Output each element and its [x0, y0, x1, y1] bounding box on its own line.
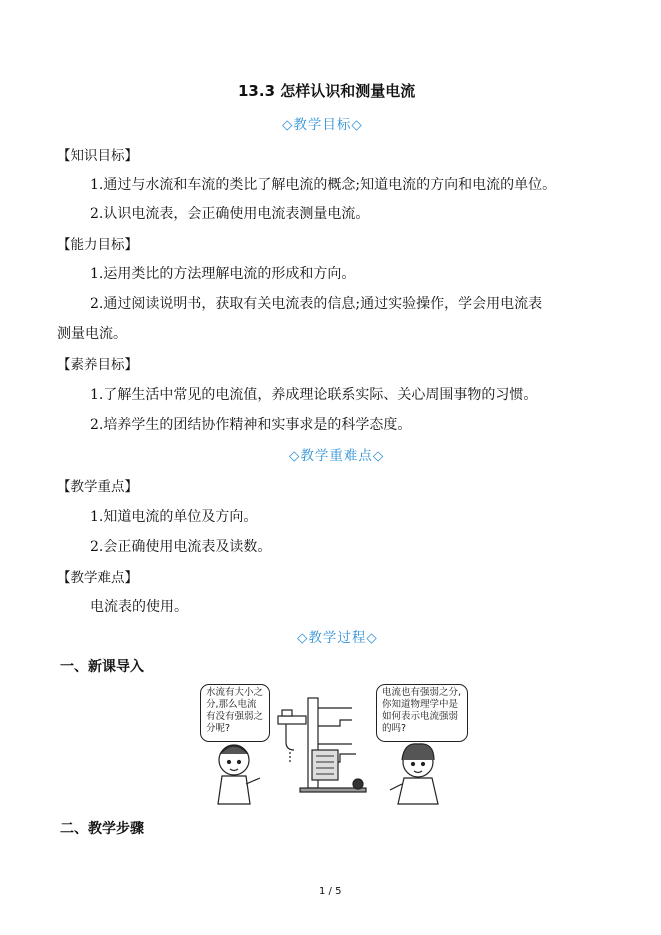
- faucet-drawing: [278, 710, 306, 764]
- key-point-2: 2.会正确使用电流表及读数。: [90, 539, 272, 555]
- heading-ability-objectives: 【能力目标】: [57, 237, 138, 253]
- difficult-point-1: 电流表的使用。: [90, 599, 188, 615]
- ability-item-2-line-1: 2.通过阅读说明书，获取有关电流表的信息;通过实验操作，学会用电流表: [90, 296, 543, 312]
- girl-figure: [390, 744, 438, 804]
- literacy-item-2: 2.培养学生的团结协作精神和实事求是的科学态度。: [90, 417, 412, 433]
- heading-key-points: 【教学重点】: [57, 479, 138, 495]
- heading-literacy-objectives: 【素养目标】: [57, 357, 138, 373]
- banner-key-difficult-points: ◇教学重难点◇: [289, 448, 385, 464]
- ability-item-1: 1.运用类比的方法理解电流的形成和方向。: [90, 266, 356, 282]
- water-tank-apparatus: [300, 698, 366, 792]
- banner-teaching-objectives: ◇教学目标◇: [282, 117, 363, 133]
- banner-teaching-process: ◇教学过程◇: [297, 630, 378, 646]
- knowledge-item-2: 2.认识电流表，会正确使用电流表测量电流。: [90, 206, 370, 222]
- speech-bubble-left: 水流有大小之分,那么电流有没有强弱之分呢?: [200, 684, 270, 742]
- page-title: 13.3 怎样认识和测量电流: [238, 82, 416, 100]
- boy-figure: [218, 745, 260, 804]
- key-point-1: 1.知道电流的单位及方向。: [90, 509, 258, 525]
- section-new-lesson-intro: 一、新课导入: [60, 659, 144, 675]
- literacy-item-1: 1.了解生活中常见的电流值，养成理论联系实际、关心周围事物的习惯。: [90, 387, 538, 403]
- knowledge-item-1: 1.通过与水流和车流的类比了解电流的概念;知道电流的方向和电流的单位。: [90, 177, 557, 193]
- illustration-current-analogy: [190, 680, 472, 808]
- page-number: 1 / 5: [319, 886, 342, 897]
- section-teaching-steps: 二、教学步骤: [60, 821, 144, 837]
- ability-item-2-line-2: 测量电流。: [57, 326, 127, 342]
- heading-difficult-points: 【教学难点】: [57, 570, 138, 586]
- speech-bubble-right: 电流也有强弱之分,你知道物理学中是如何表示电流强弱的吗?: [376, 684, 468, 742]
- heading-knowledge-objectives: 【知识目标】: [57, 148, 138, 164]
